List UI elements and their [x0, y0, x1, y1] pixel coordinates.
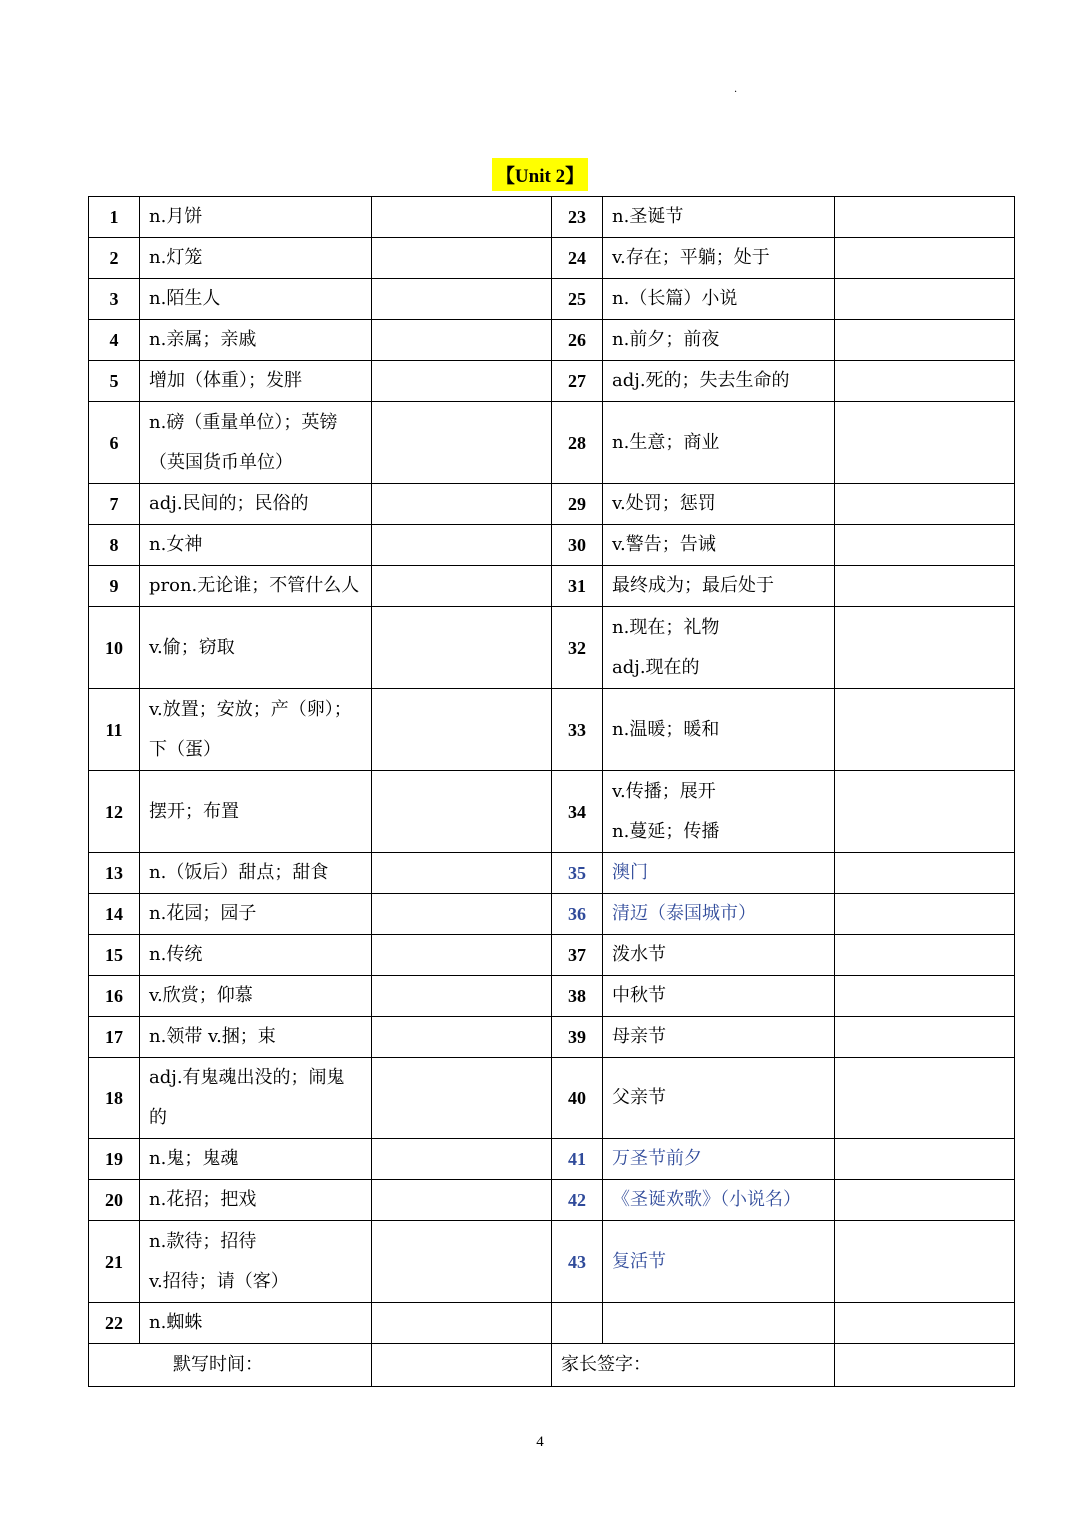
meaning-cell: [140, 689, 372, 771]
answer-blank[interactable]: [835, 1180, 1015, 1221]
meaning-line: adj.现在的: [612, 656, 700, 678]
meaning-cell: [603, 238, 835, 279]
item-number: 21: [89, 1221, 140, 1303]
meaning-line: n.现在；礼物: [612, 616, 720, 638]
answer-blank[interactable]: [372, 1017, 552, 1058]
item-number: 5: [89, 361, 140, 402]
table-row: [89, 361, 1015, 402]
meaning-cell: [603, 361, 835, 402]
table-row: [89, 894, 1015, 935]
meaning-line: v.存在；平躺；处于: [612, 247, 770, 268]
answer-blank[interactable]: [835, 689, 1015, 771]
meaning-line: pron.无论谁；不管什么人: [149, 575, 360, 596]
meaning-cell: [603, 894, 835, 935]
answer-blank[interactable]: [835, 894, 1015, 935]
meaning-line: 下（蛋）: [149, 738, 221, 760]
meaning-cell: [603, 689, 835, 771]
meaning-line: （英国货币单位）: [149, 451, 293, 473]
answer-blank[interactable]: [835, 279, 1015, 320]
table-row: [89, 1139, 1015, 1180]
meaning-cell: [140, 279, 372, 320]
meaning-cell: [603, 484, 835, 525]
item-number: 2: [89, 238, 140, 279]
answer-blank[interactable]: [372, 607, 552, 689]
item-number: 9: [89, 566, 140, 607]
meaning-line: n.圣诞节: [612, 206, 684, 227]
meaning-cell: [603, 771, 835, 853]
answer-blank[interactable]: [372, 525, 552, 566]
answer-blank[interactable]: [835, 320, 1015, 361]
item-number: 40: [552, 1058, 603, 1139]
answer-blank[interactable]: [835, 771, 1015, 853]
item-number: 25: [552, 279, 603, 320]
meaning-line: n.花招；把戏: [149, 1189, 257, 1210]
answer-blank[interactable]: [372, 1058, 552, 1139]
meaning-cell: [140, 320, 372, 361]
table-row: [89, 1303, 1015, 1344]
page-number: 4: [536, 1434, 544, 1450]
meaning-cell: [140, 525, 372, 566]
table-row: [89, 197, 1015, 238]
item-number: 42: [552, 1180, 603, 1221]
meaning-line: n.温暖；暖和: [612, 718, 720, 740]
meaning-line: 母亲节: [612, 1026, 666, 1047]
item-number: 43: [552, 1221, 603, 1303]
table-row: [89, 1221, 1015, 1303]
answer-blank[interactable]: [835, 361, 1015, 402]
meaning-cell: [140, 1180, 372, 1221]
item-number: 41: [552, 1139, 603, 1180]
meaning-line: n.前夕；前夜: [612, 329, 720, 350]
meaning-line: n.鬼；鬼魂: [149, 1148, 239, 1169]
item-number: 4: [89, 320, 140, 361]
answer-blank[interactable]: [835, 976, 1015, 1017]
answer-blank[interactable]: [372, 402, 552, 484]
answer-blank[interactable]: [372, 976, 552, 1017]
meaning-line: n.领带 v.捆；束: [149, 1026, 276, 1047]
item-number: 18: [89, 1058, 140, 1139]
answer-blank[interactable]: [835, 1221, 1015, 1303]
item-number: 26: [552, 320, 603, 361]
item-number: 11: [89, 689, 140, 771]
item-number: 27: [552, 361, 603, 402]
meaning-cell: [140, 853, 372, 894]
answer-blank[interactable]: [372, 238, 552, 279]
meaning-line: 增加（体重）；发胖: [149, 370, 302, 391]
answer-blank[interactable]: [835, 525, 1015, 566]
item-number: 8: [89, 525, 140, 566]
meaning-line: v.警告；告诫: [612, 534, 716, 555]
table-row: [89, 1058, 1015, 1139]
answer-blank[interactable]: [835, 1017, 1015, 1058]
meaning-cell: [603, 197, 835, 238]
item-number: 12: [89, 771, 140, 853]
answer-blank[interactable]: [372, 1139, 552, 1180]
answer-blank[interactable]: [372, 279, 552, 320]
table-row: [89, 853, 1015, 894]
meaning-cell: [603, 1058, 835, 1139]
meaning-line: v.放置；安放；产（卵）；: [149, 698, 352, 720]
meaning-line: 泼水节: [612, 944, 666, 965]
table-row: [89, 566, 1015, 607]
meaning-cell: [603, 1180, 835, 1221]
meaning-line: n.女神: [149, 534, 203, 555]
meaning-line: 摆开；布置: [149, 800, 239, 822]
item-number: 29: [552, 484, 603, 525]
table-row: [89, 402, 1015, 484]
meaning-line: v.招待；请（客）: [149, 1270, 289, 1292]
meaning-cell: [603, 525, 835, 566]
item-number: 19: [89, 1139, 140, 1180]
meaning-cell: [603, 1139, 835, 1180]
item-number: 38: [552, 976, 603, 1017]
table-row: [89, 1017, 1015, 1058]
table-row: [89, 279, 1015, 320]
item-number: 6: [89, 402, 140, 484]
dictation-time-label: 默写时间：: [89, 1344, 372, 1387]
answer-blank[interactable]: [835, 1303, 1015, 1344]
meaning-cell: [140, 361, 372, 402]
meaning-line: n.灯笼: [149, 247, 203, 268]
answer-blank[interactable]: [372, 484, 552, 525]
meaning-line: 万圣节前夕: [612, 1148, 702, 1169]
meaning-line: n.花园；园子: [149, 903, 257, 924]
table-row: [89, 484, 1015, 525]
table-row: [89, 771, 1015, 853]
meaning-line: n.月饼: [149, 206, 203, 227]
answer-blank[interactable]: [835, 1058, 1015, 1139]
meaning-line: n.（长篇）小说: [612, 288, 738, 309]
answer-blank[interactable]: [372, 1221, 552, 1303]
meaning-line: 最终成为；最后处于: [612, 575, 774, 596]
answer-blank[interactable]: [835, 853, 1015, 894]
table-row: [89, 935, 1015, 976]
table-row: [89, 238, 1015, 279]
answer-blank[interactable]: [372, 197, 552, 238]
item-number: 36: [552, 894, 603, 935]
item-number: 33: [552, 689, 603, 771]
meaning-line: n.生意；商业: [612, 431, 720, 453]
item-number: 1: [89, 197, 140, 238]
table-row: [89, 607, 1015, 689]
meaning-line: v.处罚；惩罚: [612, 493, 716, 514]
meaning-line: v.传播；展开: [612, 780, 716, 802]
meaning-line: n.亲属；亲戚: [149, 329, 257, 350]
meaning-cell: [140, 1221, 372, 1303]
answer-blank[interactable]: [372, 894, 552, 935]
answer-blank[interactable]: [372, 689, 552, 771]
answer-blank[interactable]: [372, 320, 552, 361]
answer-blank[interactable]: [372, 771, 552, 853]
meaning-line: v.偷；窃取: [149, 636, 235, 658]
meaning-cell: [140, 1058, 372, 1139]
item-number: 28: [552, 402, 603, 484]
item-number: 14: [89, 894, 140, 935]
meaning-cell: [140, 607, 372, 689]
answer-blank[interactable]: [835, 935, 1015, 976]
parent-signature-label: 家长签字：: [552, 1344, 835, 1387]
meaning-line: adj.有鬼魂出没的；闹鬼的: [149, 1067, 345, 1128]
item-number: [552, 1303, 603, 1344]
meaning-cell: [140, 1303, 372, 1344]
item-number: 32: [552, 607, 603, 689]
answer-blank[interactable]: [372, 1303, 552, 1344]
item-number: 35: [552, 853, 603, 894]
item-number: 16: [89, 976, 140, 1017]
meaning-cell: [140, 894, 372, 935]
signature-row: [89, 1344, 1015, 1387]
meaning-line: 清迈（泰国城市）: [612, 903, 756, 924]
meaning-cell: [603, 976, 835, 1017]
answer-blank[interactable]: [372, 566, 552, 607]
item-number: 24: [552, 238, 603, 279]
table-row: [89, 1180, 1015, 1221]
meaning-cell: [603, 935, 835, 976]
meaning-line: n.（饭后）甜点；甜食: [149, 862, 329, 883]
table-row: [89, 320, 1015, 361]
vocab-table-body: [89, 197, 1015, 1344]
meaning-cell: [603, 1017, 835, 1058]
meaning-line: n.蔓延；传播: [612, 820, 720, 842]
top-dot-mark: .: [734, 84, 738, 95]
answer-blank[interactable]: [372, 361, 552, 402]
table-row: [89, 976, 1015, 1017]
item-number: 7: [89, 484, 140, 525]
meaning-cell: [603, 853, 835, 894]
item-number: 22: [89, 1303, 140, 1344]
meaning-cell: [140, 771, 372, 853]
meaning-cell: [140, 935, 372, 976]
meaning-line: 父亲节: [612, 1087, 666, 1108]
meaning-cell: [140, 1139, 372, 1180]
meaning-line: n.款待；招待: [149, 1230, 257, 1252]
meaning-cell: [603, 320, 835, 361]
item-number: 39: [552, 1017, 603, 1058]
answer-blank[interactable]: [835, 197, 1015, 238]
meaning-line: n.蜘蛛: [149, 1312, 203, 1333]
item-number: 10: [89, 607, 140, 689]
title-wrap: [0, 158, 1080, 191]
answer-blank[interactable]: [372, 935, 552, 976]
meaning-line: adj.民间的；民俗的: [149, 493, 309, 514]
vocab-table: [88, 196, 1015, 1387]
item-number: 31: [552, 566, 603, 607]
item-number: 37: [552, 935, 603, 976]
meaning-cell: [140, 238, 372, 279]
meaning-line: 澳门: [612, 862, 648, 883]
meaning-cell: [140, 197, 372, 238]
answer-blank[interactable]: [835, 238, 1015, 279]
answer-blank[interactable]: [835, 402, 1015, 484]
meaning-line: v.欣赏；仰慕: [149, 985, 253, 1006]
item-number: 3: [89, 279, 140, 320]
answer-blank[interactable]: [835, 566, 1015, 607]
unit-title: 【Unit 2】: [492, 158, 588, 191]
meaning-cell: [140, 976, 372, 1017]
table-row: [89, 525, 1015, 566]
meaning-cell: [603, 402, 835, 484]
meaning-cell: [603, 1303, 835, 1344]
item-number: 13: [89, 853, 140, 894]
answer-blank[interactable]: [835, 1139, 1015, 1180]
table-row: [89, 689, 1015, 771]
item-number: 17: [89, 1017, 140, 1058]
meaning-line: n.陌生人: [149, 288, 221, 309]
dictation-time-field[interactable]: [372, 1344, 552, 1387]
item-number: 15: [89, 935, 140, 976]
meaning-line: 中秋节: [612, 985, 666, 1006]
meaning-line: 复活节: [612, 1250, 666, 1272]
parent-signature-field[interactable]: [835, 1344, 1015, 1387]
answer-blank[interactable]: [835, 484, 1015, 525]
meaning-line: n.磅（重量单位）；英镑: [149, 411, 338, 433]
answer-blank[interactable]: [835, 607, 1015, 689]
item-number: 23: [552, 197, 603, 238]
item-number: 20: [89, 1180, 140, 1221]
meaning-line: adj.死的；失去生命的: [612, 370, 790, 391]
meaning-cell: [603, 566, 835, 607]
item-number: 34: [552, 771, 603, 853]
answer-blank[interactable]: [372, 853, 552, 894]
meaning-line: n.传统: [149, 944, 203, 965]
meaning-cell: [140, 484, 372, 525]
meaning-cell: [603, 1221, 835, 1303]
meaning-cell: [140, 1017, 372, 1058]
meaning-cell: [140, 566, 372, 607]
meaning-cell: [603, 279, 835, 320]
answer-blank[interactable]: [372, 1180, 552, 1221]
meaning-line: 《圣诞欢歌》（小说名）: [612, 1189, 801, 1210]
meaning-cell: [140, 402, 372, 484]
item-number: 30: [552, 525, 603, 566]
meaning-cell: [603, 607, 835, 689]
